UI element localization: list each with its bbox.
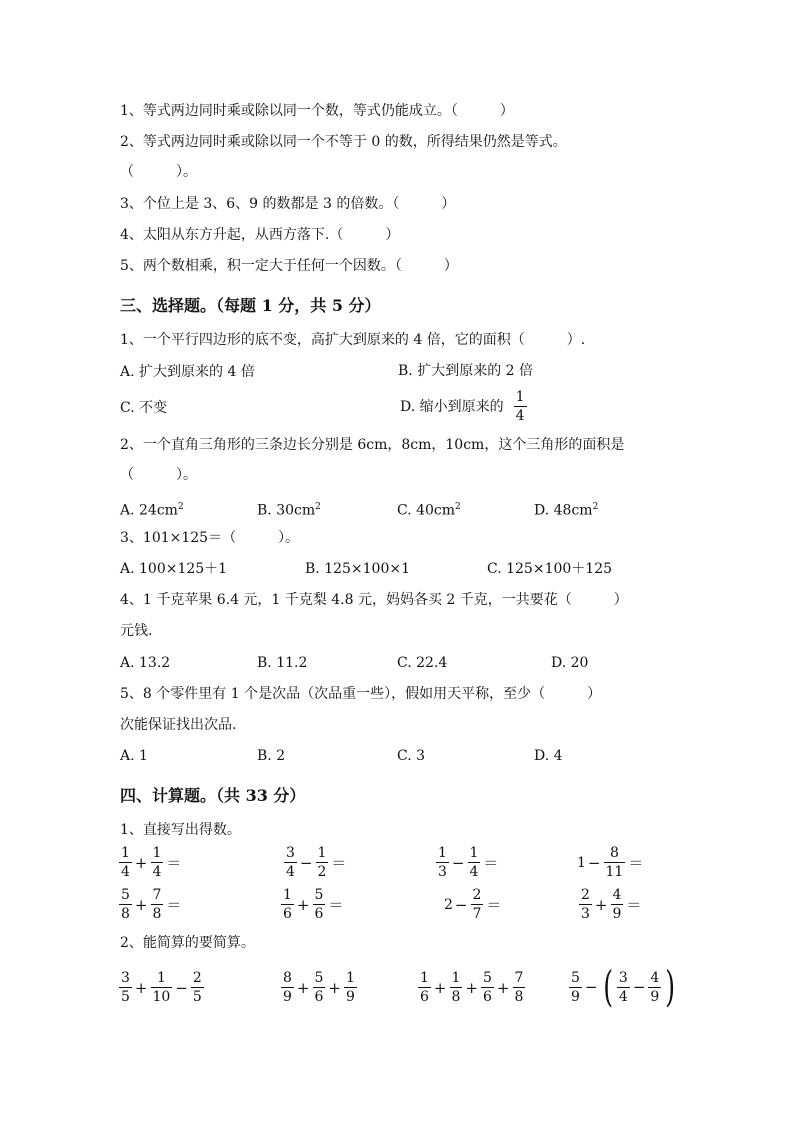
calc-expr-12 [568,962,679,1011]
numerator: 2 [472,887,482,903]
denominator: 3 [581,906,590,922]
option-text: A. 24cm [120,502,178,519]
option-text: B. 30cm [257,502,316,519]
calc-expr-11 [417,971,526,1004]
choice-q1-option-b: B. 扩大到原来的 2 倍 [398,363,533,379]
fraction [450,971,463,1004]
denominator: 10 [152,989,171,1005]
numerator: 1 [469,845,479,861]
denominator: 3 [438,864,447,880]
calc-sub-1: 1、直接写出得数。 [120,822,241,838]
denominator: 5 [192,989,202,1005]
plus-sign: + [134,853,148,872]
denominator: 6 [314,906,324,922]
denominator: 4 [618,988,628,1005]
choice-q4-stem-2: 元钱. [120,623,153,639]
minus-sign: − [587,853,601,872]
plus-sign: + [296,895,310,914]
superscript: 2 [177,502,184,512]
numerator: 1 [346,970,355,986]
numerator: 1 [438,845,447,861]
right-parenthesis: ) [665,962,676,1011]
fraction [604,846,626,879]
denominator: 7 [472,906,482,922]
fraction [284,846,297,879]
calc-sub-2: 2、能简算的要简算。 [120,935,255,951]
superscript: 2 [315,502,321,512]
minus-sign: − [451,853,465,872]
numerator: 7 [152,887,162,903]
denominator: 5 [121,989,130,1005]
option-d-text: D. 缩小到原来的 [400,398,504,415]
choice-q5-option-d: D. 4 [534,748,563,764]
choice-q2-option-b [257,497,321,521]
minus-sign: − [454,895,468,914]
calc-expr-8 [578,888,643,921]
denominator: 8 [451,989,461,1005]
denominator: 4 [515,408,525,424]
fraction [281,888,294,921]
numerator: 1 [515,389,525,405]
choice-q5-stem-2: 次能保证找出次品. [120,717,237,733]
numerator: 1 [121,845,130,861]
plus-sign: + [134,978,148,997]
choice-q3-option-b: B. 125×100×1 [305,561,410,577]
fraction [191,971,204,1004]
denominator: 6 [420,989,429,1005]
numerator: 7 [514,970,524,986]
choice-q1-option-a: A. 扩大到原来的 4 倍 [120,364,255,380]
equals-sign: ＝ [166,896,182,914]
judge-item-4: 4、太阳从东方升起，从西方落下.（ ） [120,227,400,243]
choice-q5-stem: 5、8 个零件里有 1 个是次品（次品重一些），假如用天平称，至少（ ） [120,686,602,702]
fraction [313,888,326,921]
number: 2 [444,896,453,913]
denominator: 8 [121,906,130,922]
numerator: 8 [609,845,619,861]
numerator: 8 [283,970,292,986]
choice-q2-stem: 2、一个直角三角形的三条边长分别是 6cm，8cm，10cm，这个三角形的面积是 [120,437,625,453]
choice-q2-option-c [397,497,461,521]
numerator: 2 [581,887,590,903]
denominator: 6 [314,989,324,1005]
denominator: 11 [605,864,624,880]
denominator: 9 [346,989,355,1005]
denominator: 4 [152,864,162,880]
choice-q4-option-b: B. 11.2 [257,655,308,671]
fraction [481,971,494,1004]
numerator: 1 [317,845,327,861]
choice-q3-option-c: C. 125×100＋125 [487,561,613,577]
choice-q5-option-b: B. 2 [257,748,286,764]
choice-q1-stem: 1、一个平行四边形的底不变，高扩大到原来的 4 倍，它的面积（ ）. [120,332,586,348]
denominator: 8 [514,989,524,1005]
choice-q4-option-d: D. 20 [551,655,589,671]
equals-sign: ＝ [331,854,347,872]
numerator: 3 [286,845,295,861]
choice-q1-option-d [400,390,528,423]
superscript: 2 [592,502,599,512]
denominator: 6 [483,989,492,1005]
calc-expr-7 [444,888,503,921]
choice-q2-option-a [120,497,184,521]
equals-sign: ＝ [628,854,644,872]
fraction [617,971,630,1004]
option-text: D. 48cm [534,502,593,519]
choice-q4-stem: 4、1 千克苹果 6.4 元，1 千克梨 4.8 元，妈妈各买 2 千克，一共要花（ ） [120,592,628,608]
choice-q2-stem-2: （ ）。 [120,467,197,483]
minus-sign: − [299,853,313,872]
plus-sign: + [496,978,510,997]
choice-q3-stem: 3、101×125＝（ ）。 [120,530,300,546]
calc-expr-10 [280,971,358,1004]
fraction [436,846,449,879]
numerator: 5 [121,887,130,903]
plus-sign: + [296,978,310,997]
fraction [313,971,326,1004]
fraction [151,888,164,921]
fraction [418,971,431,1004]
calc-expr-4 [577,846,645,879]
plus-sign: + [328,978,341,997]
minus-sign: − [175,978,188,997]
numerator: 1 [420,970,429,986]
judge-item-1: 1、等式两边同时乘或除以同一个数，等式仍能成立。（ ） [120,103,514,119]
left-parenthesis: ( [602,962,613,1011]
numerator: 1 [451,970,461,986]
judge-item-2-answer: （ ）。 [120,164,197,180]
denominator: 6 [283,906,292,922]
denominator: 9 [283,989,292,1005]
numerator: 5 [571,969,580,986]
choice-q1-option-c: C. 不变 [120,400,168,416]
numerator: 5 [483,970,492,986]
fraction [119,846,132,879]
plus-sign: + [433,978,447,997]
fraction [281,971,294,1004]
choice-q4-option-a: A. 13.2 [120,655,171,671]
calc-expr-2 [283,846,348,879]
choice-q3-option-a: A. 100×125＋1 [120,561,228,577]
equals-sign: ＝ [486,896,502,914]
plus-sign: + [134,895,148,914]
numerator: 1 [283,887,292,903]
fraction [569,971,582,1004]
plus-sign: + [465,978,478,997]
equals-sign: ＝ [328,896,344,914]
numerator: 4 [650,969,660,986]
equals-sign: ＝ [483,854,499,872]
choice-q4-option-c: C. 22.4 [397,655,448,671]
denominator: 4 [121,864,130,880]
fraction [151,846,164,879]
choice-q5-option-a: A. 1 [120,748,148,764]
plus-sign: + [594,895,608,914]
numerator: 1 [156,970,166,986]
section-title-calculation: 四、计算题。（共 33 分） [120,786,306,805]
superscript: 2 [455,502,461,512]
fraction [316,846,329,879]
numerator: 3 [121,970,130,986]
number: 1 [577,854,586,871]
fraction [648,971,661,1004]
denominator: 9 [612,906,622,922]
equals-sign: ＝ [626,896,642,914]
numerator: 5 [314,887,324,903]
numerator: 2 [192,970,202,986]
minus-sign: − [632,978,646,996]
choice-q2-option-d [534,497,598,521]
calc-expr-6 [280,888,345,921]
minus-sign: − [584,978,598,996]
fraction [513,971,526,1004]
fraction [119,971,132,1004]
fraction [514,390,527,423]
judge-item-2: 2、等式两边同时乘或除以同一个不等于 0 的数，所得结果仍然是等式。 [120,134,567,150]
judge-item-3: 3、个位上是 3、6、9 的数都是 3 的倍数。（ ） [120,196,456,212]
judge-item-5: 5、两个数相乘，积一定大于任何一个因数。（ ） [120,258,458,274]
denominator: 2 [317,864,327,880]
option-text: C. 40cm [397,502,456,519]
fraction [151,971,173,1004]
calc-expr-9 [118,971,205,1004]
calc-expr-1 [118,846,183,879]
calc-expr-3 [435,846,500,879]
numerator: 1 [152,845,162,861]
denominator: 4 [286,864,295,880]
fraction [468,846,481,879]
denominator: 9 [571,988,580,1005]
equals-sign: ＝ [166,854,182,872]
section-title-choice: 三、选择题。（每题 1 分，共 5 分） [120,296,381,315]
fraction [119,888,132,921]
calc-expr-5 [118,888,183,921]
denominator: 9 [650,988,660,1005]
fraction [344,971,357,1004]
fraction [611,888,624,921]
fraction [579,888,592,921]
fraction [471,888,484,921]
numerator: 5 [314,970,324,986]
numerator: 4 [612,887,622,903]
numerator: 3 [618,969,628,986]
denominator: 4 [469,864,479,880]
choice-q5-option-c: C. 3 [397,748,426,764]
denominator: 8 [152,906,162,922]
